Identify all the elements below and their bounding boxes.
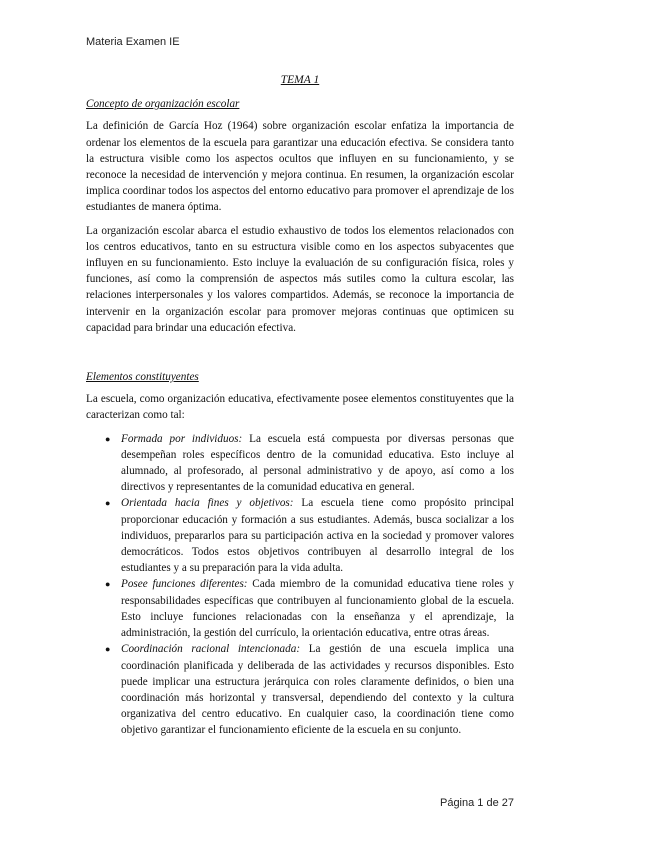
section-heading-concepto: Concepto de organización escolar	[86, 98, 240, 111]
list-item-term: Formada por individuos:	[121, 432, 243, 445]
bullet-icon: ●	[105, 498, 111, 509]
list-item	[105, 641, 515, 738]
list-item-text: La escuela tiene como propósito principal proporcionar educación y formación a sus estudiantes. Además, busca socializar a los individuos, prepararlos para su participación activa en la sociedad y promover valores democráticos. Todos estos objetivos contribuyen al desarrollo integral de los estudiantes y a su preparación para la vida adulta.	[121, 497, 514, 575]
list-item-term: Coordinación racional intencionada:	[121, 643, 301, 656]
paragraph-intro: La escuela, como organización educativa, efectivamente posee elementos constituyentes que la caracterizan como tal:	[86, 393, 514, 422]
list-item-text: La gestión de una escuela implica una coordinación planificada y deliberada de las actividades y recursos disponibles. Esto puede implicar una estructura jerárquica con roles claramente definidos, o bien una coordinación más horizontal y transversal, dependiendo del contexto y la cultura organizativa del centro educativo. En cualquier caso, la coordinación tiene como objetivo garantizar el funcionamiento eficiente de la escuela en su conjunto.	[121, 643, 515, 737]
document-title: TEMA 1	[280, 74, 320, 86]
page-header: Materia Examen IE	[86, 36, 180, 48]
list-item	[105, 495, 514, 576]
section-heading-elementos: Elementos constituyentes	[86, 371, 199, 384]
paragraph: La definición de García Hoz (1964) sobre organización escolar enfatiza la importancia de ordenar los elementos de la escuela para garantizar una educación efectiva. Se considera tanto la estructura visible como los aspectos ocultos que influyen en su funcionamiento, y se reconoce la necesidad de intervención y mejora continua. En resumen, la organización escolar implica coordinar todos los aspectos del entorno educativo para promover el aprendizaje de los estudiantes de manera óptima.	[86, 120, 514, 214]
bullet-icon: ●	[105, 433, 111, 444]
list-item-text: La escuela está compuesta por diversas personas que desempeñan roles específicos dentro de la comunidad educativa. Esto incluye al alumnado, al profesorado, al personal administrativo y de apoyo, así como a los directivos y representantes de la comunidad educativa en general.	[121, 432, 514, 494]
list-item-text: Cada miembro de la comunidad educativa tiene roles y responsabilidades específicas que contribuyen al funcionamiento global de la escuela. Esto incluye funciones relacionadas con la enseñanza y el aprendizaje, la administración, la gestión del currículo, la orientación educativa, entre otras áreas.	[121, 578, 514, 640]
bullet-list	[86, 431, 514, 739]
list-item-term: Posee funciones diferentes:	[121, 578, 248, 591]
paragraph: La organización escolar abarca el estudio exhaustivo de todos los elementos relacionados con los centros educativos, tanto en su estructura visible como en los aspectos subyacentes que influyen en su funcionamiento. Esto incluye la evaluación de su configuración física, roles y funciones, así como la comprensión de aspectos más sutiles como la cultura escolar, las relaciones interpersonales y los valores compartidos. Además, se reconoce la importancia de intervenir en la organización escolar para promover mejoras continuas que optimicen su capacidad para brindar una educación efectiva.	[86, 224, 514, 334]
list-item	[105, 431, 514, 496]
page-number: Página 1 de 27	[439, 797, 514, 809]
list-item-term: Orientada hacia fines y objetivos:	[121, 497, 294, 510]
bullet-icon: ●	[105, 579, 111, 590]
list-item	[105, 576, 514, 641]
document-body	[86, 72, 514, 739]
bullet-icon: ●	[105, 644, 111, 655]
